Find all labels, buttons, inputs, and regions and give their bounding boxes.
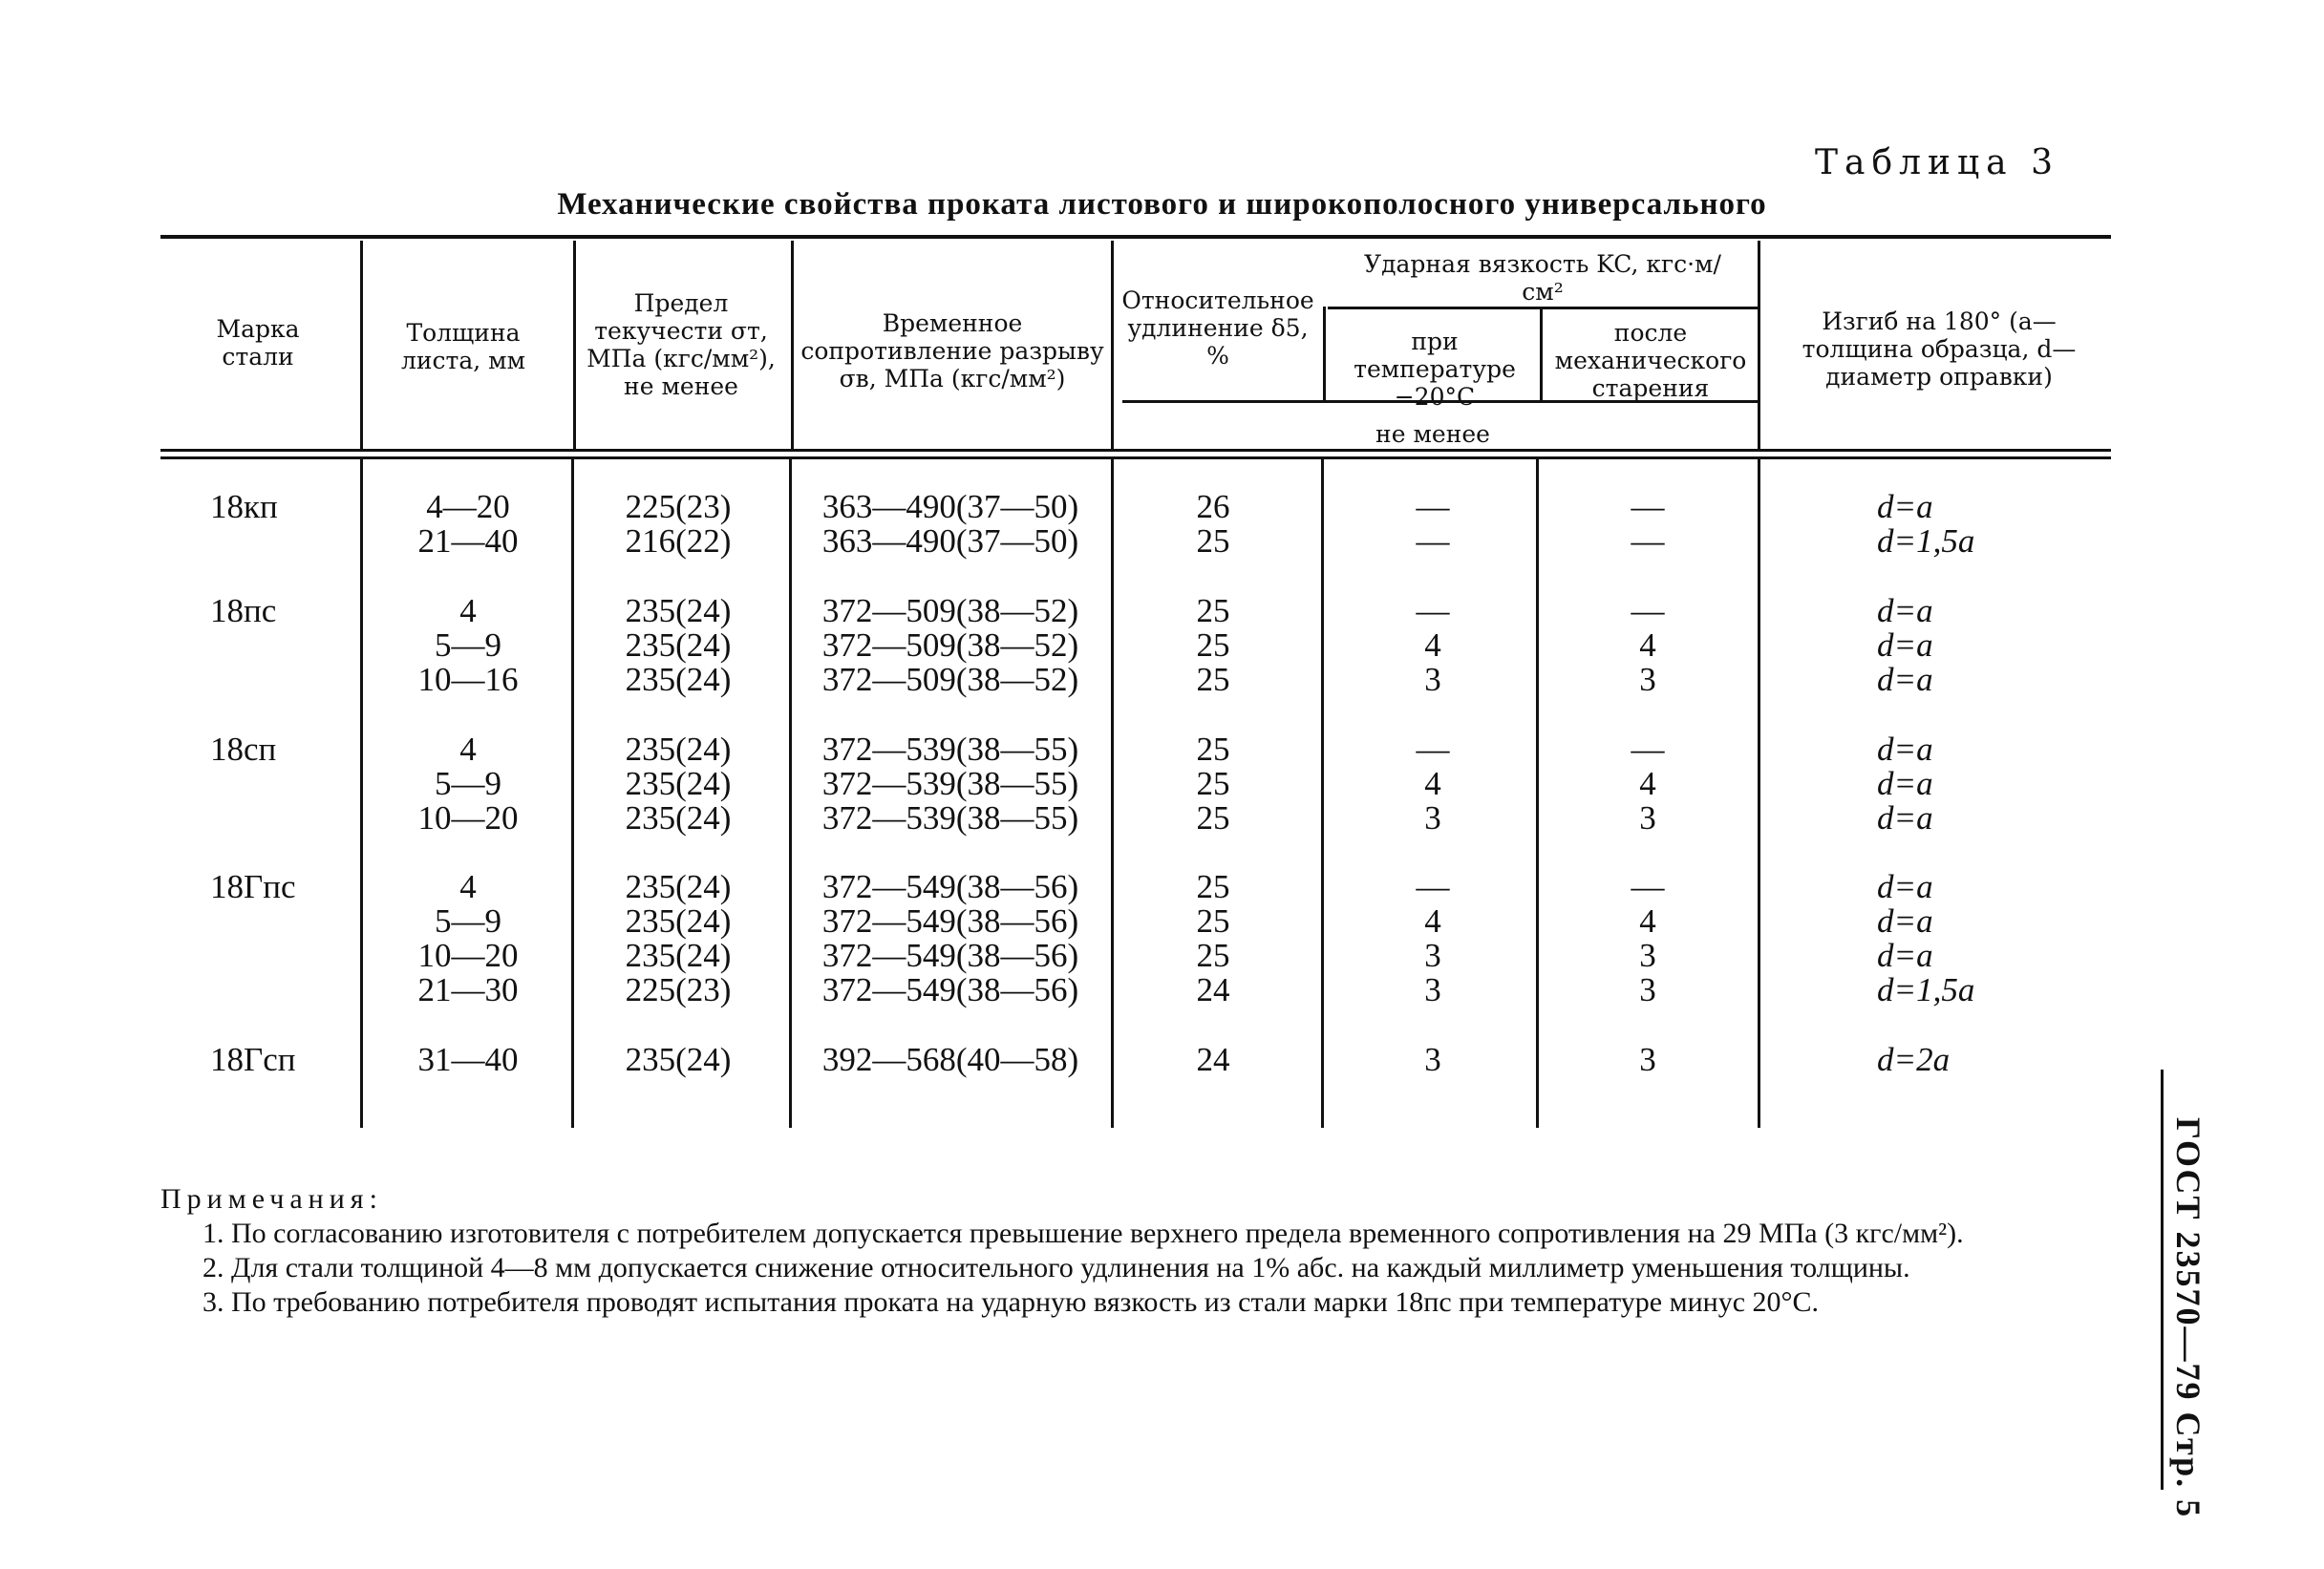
bend-cell: d=a: [1877, 902, 1933, 940]
tensile-cell: 372—509(38—52): [821, 626, 1079, 664]
tensile-cell: 363—490(37—50): [821, 522, 1079, 560]
header-thickness: Толщина листа, мм: [400, 319, 526, 374]
bend-cell: d=a: [1877, 661, 1933, 698]
header-bottom-rule-2: [160, 456, 2111, 459]
thickness-cell: 4: [459, 592, 477, 629]
col-divider-7b: [1758, 459, 1760, 1128]
impact-temp-cell: 4: [1424, 626, 1441, 664]
note-item: 1. По согласованию изготовителя с потребителем допускается превышение верхнего предела временного сопротивления на 29 МПа (3 кгс/мм²).: [203, 1218, 1964, 1249]
tensile-cell: 372—509(38—52): [821, 661, 1079, 698]
header-tensile: Временное сопротивление разрыву σв, МПа (кгс/мм²): [800, 309, 1104, 392]
bend-cell: d=1,5a: [1877, 971, 1975, 1008]
side-rule: [2161, 1070, 2164, 1490]
bend-cell: d=a: [1877, 488, 1933, 525]
yield-cell: 235(24): [625, 1041, 732, 1078]
bend-cell: d=a: [1877, 799, 1933, 837]
yield-cell: 235(24): [625, 937, 732, 974]
note-item: 2. Для стали толщиной 4—8 мм допускается снижение относительного удлинения на 1% абс. на каждый миллиметр уменьшения толщины.: [203, 1252, 1910, 1283]
table-label: Таблица 3: [1815, 143, 2059, 182]
yield-cell: 235(24): [625, 592, 732, 629]
thickness-cell: 4—20: [426, 488, 510, 525]
yield-cell: 225(23): [625, 488, 732, 525]
header-yield: Предел текучести σт, МПа (кгс/мм²), не менее: [586, 289, 776, 400]
impact-temp-cell: 3: [1424, 799, 1441, 837]
impact-aging-cell: —: [1631, 522, 1665, 560]
impact-temp-cell: 3: [1424, 937, 1441, 974]
tensile-cell: 372—549(38—56): [821, 971, 1079, 1008]
tensile-cell: 372—549(38—56): [821, 868, 1079, 905]
impact-aging-cell: 4: [1639, 765, 1656, 802]
yield-cell: 235(24): [625, 799, 732, 837]
yield-cell: 235(24): [625, 765, 732, 802]
impact-aging-cell: 3: [1639, 1041, 1656, 1078]
bend-cell: d=a: [1877, 731, 1933, 768]
elongation-cell: 25: [1196, 592, 1230, 629]
thickness-cell: 21—40: [417, 522, 519, 560]
tensile-cell: 363—490(37—50): [821, 488, 1079, 525]
elongation-cell: 26: [1196, 488, 1230, 525]
bend-cell: d=a: [1877, 592, 1933, 629]
header-impact: Ударная вязкость KC, кгс·м/см²: [1364, 250, 1721, 306]
impact-aging-cell: 3: [1639, 971, 1656, 1008]
elongation-cell: 25: [1196, 522, 1230, 560]
col-divider-4b: [1111, 459, 1114, 1128]
header-impact-aging: после механического старения: [1554, 319, 1747, 402]
bend-cell: d=a: [1877, 868, 1933, 905]
impact-temp-cell: —: [1416, 731, 1450, 768]
thickness-cell: 10—16: [417, 661, 519, 698]
elongation-cell: 24: [1196, 1041, 1230, 1078]
col-divider-6b: [1536, 459, 1539, 1128]
thickness-cell: 5—9: [435, 765, 501, 802]
impact-aging-cell: —: [1631, 731, 1665, 768]
impact-temp-cell: 4: [1424, 765, 1441, 802]
header-min-note: не менее: [1375, 420, 1490, 448]
elongation-cell: 24: [1196, 971, 1230, 1008]
notes: [160, 1182, 2066, 1320]
thickness-cell: 5—9: [435, 626, 501, 664]
yield-cell: 235(24): [625, 902, 732, 940]
note-item: 3. По требованию потребителя проводят испытания проката на ударную вязкость из стали марки 18пс при температуре минус 20°С.: [203, 1286, 1820, 1318]
thickness-cell: 4: [459, 868, 477, 905]
yield-cell: 235(24): [625, 626, 732, 664]
col-divider-1: [360, 241, 363, 449]
elongation-cell: 25: [1196, 868, 1230, 905]
impact-aging-cell: —: [1631, 868, 1665, 905]
grade-cell: 18сп: [210, 731, 277, 768]
tensile-cell: 372—549(38—56): [821, 902, 1079, 940]
bend-cell: d=2a: [1877, 1041, 1951, 1078]
tensile-cell: 372—549(38—56): [821, 937, 1079, 974]
thickness-cell: 31—40: [417, 1041, 519, 1078]
impact-aging-cell: —: [1631, 592, 1665, 629]
thickness-cell: 5—9: [435, 902, 501, 940]
table-title: Механические свойства проката листового и широкополосного универсального: [557, 187, 1767, 222]
header-bottom-rule: [160, 449, 2111, 452]
impact-subheader-rule: [1328, 307, 1758, 309]
elongation-cell: 25: [1196, 661, 1230, 698]
elongation-cell: 25: [1196, 731, 1230, 768]
bend-cell: d=a: [1877, 765, 1933, 802]
col-divider-5: [1323, 307, 1326, 402]
side-running-header: [2161, 1117, 2218, 1519]
col-divider-1b: [360, 459, 363, 1128]
yield-cell: 235(24): [625, 868, 732, 905]
grade-cell: 18Гпс: [210, 868, 296, 905]
header-bend: Изгиб на 180° (a—толщина образца, d—диаметр оправки): [1802, 307, 2077, 391]
impact-aging-cell: 3: [1639, 937, 1656, 974]
col-divider-6: [1540, 307, 1543, 402]
col-divider-3: [791, 241, 794, 449]
header-grade: Марка стали: [216, 315, 300, 371]
impact-temp-cell: —: [1416, 592, 1450, 629]
impact-temp-cell: —: [1416, 522, 1450, 560]
impact-temp-cell: —: [1416, 488, 1450, 525]
impact-aging-cell: 3: [1639, 661, 1656, 698]
tensile-cell: 372—539(38—55): [821, 799, 1079, 837]
tensile-cell: 392—568(40—58): [821, 1041, 1079, 1078]
thickness-cell: 4: [459, 731, 477, 768]
bend-cell: d=1,5a: [1877, 522, 1975, 560]
elongation-cell: 25: [1196, 626, 1230, 664]
side-label: ГОСТ 23570—79 Стр. 5: [2169, 1117, 2207, 1519]
impact-aging-cell: 3: [1639, 799, 1656, 837]
impact-temp-cell: 3: [1424, 1041, 1441, 1078]
impact-aging-cell: 4: [1639, 626, 1656, 664]
col-divider-7: [1758, 241, 1760, 449]
yield-cell: 235(24): [625, 731, 732, 768]
bend-cell: d=a: [1877, 626, 1933, 664]
elongation-cell: 25: [1196, 937, 1230, 974]
thickness-cell: 21—30: [417, 971, 519, 1008]
elongation-cell: 25: [1196, 765, 1230, 802]
table-top-rule: [160, 235, 2111, 239]
tensile-cell: 372—539(38—55): [821, 765, 1079, 802]
impact-temp-cell: —: [1416, 868, 1450, 905]
elongation-cell: 25: [1196, 902, 1230, 940]
grade-cell: 18Гсп: [210, 1041, 296, 1078]
header-elongation: Относительное удлинение δ5, %: [1121, 286, 1314, 370]
elongation-cell: 25: [1196, 799, 1230, 837]
yield-cell: 225(23): [625, 971, 732, 1008]
impact-temp-cell: 4: [1424, 902, 1441, 940]
notes-heading: Примечания:: [160, 1183, 383, 1215]
tensile-cell: 372—509(38—52): [821, 592, 1079, 629]
yield-cell: 216(22): [625, 522, 732, 560]
impact-temp-cell: 3: [1424, 661, 1441, 698]
col-divider-5b: [1321, 459, 1324, 1128]
impact-aging-cell: —: [1631, 488, 1665, 525]
grade-cell: 18пс: [210, 592, 277, 629]
thickness-cell: 10—20: [417, 799, 519, 837]
tensile-cell: 372—539(38—55): [821, 731, 1079, 768]
impact-aging-cell: 4: [1639, 902, 1656, 940]
bend-cell: d=a: [1877, 937, 1933, 974]
col-divider-3b: [789, 459, 792, 1128]
yield-cell: 235(24): [625, 661, 732, 698]
impact-temp-cell: 3: [1424, 971, 1441, 1008]
header-impact-temp: при температуре −20°С: [1354, 328, 1516, 411]
grade-cell: 18кп: [210, 488, 278, 525]
thickness-cell: 10—20: [417, 937, 519, 974]
